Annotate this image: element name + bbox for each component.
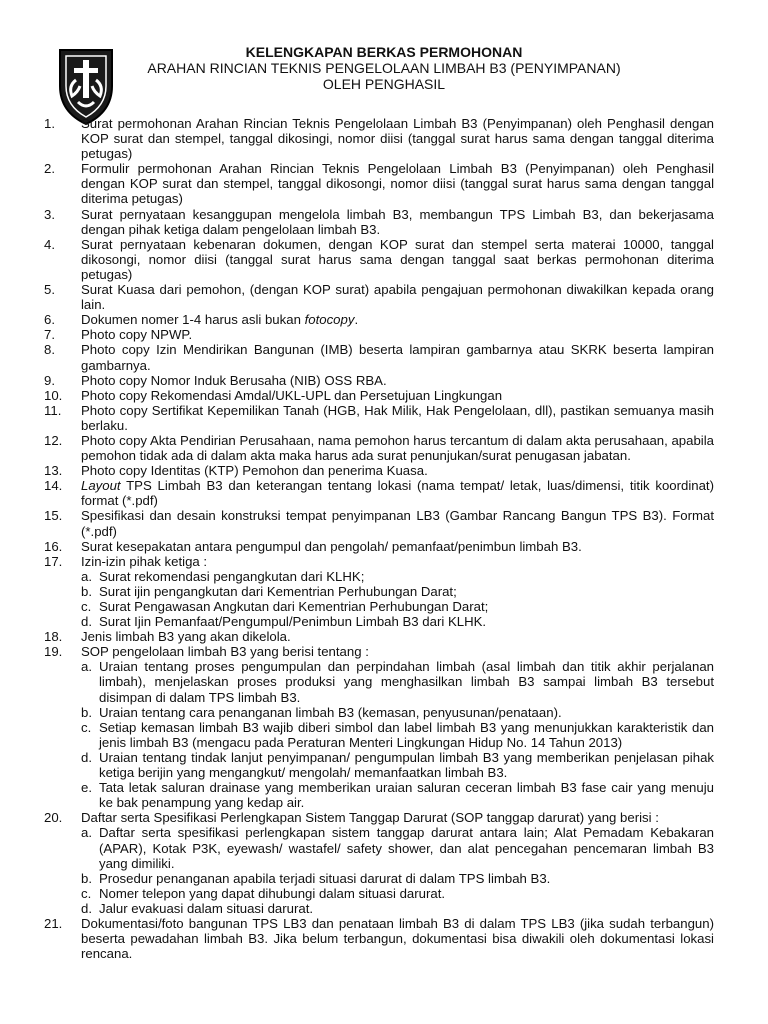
- list-item-body: Surat kesepakatan antara pengumpul dan pengolah/ pemanfaat/penimbun limbah B3.: [81, 538, 582, 554]
- list-item-text: [81, 342, 714, 372]
- list-item-text: [81, 554, 714, 569]
- sub-list-text: Surat Ijin Pemanfaat/Pengumpul/Penimbun Limbah B3 dari KLHK.: [99, 614, 487, 630]
- list-item: [44, 644, 714, 659]
- list-item-text: [81, 207, 714, 237]
- sub-list-text: Setiap kemasan limbah B3 wajib diberi simbol dan label limbah B3 yang menunjukkan karakteristik dan jenis limbah B3 (mengacu pada Peraturan Menteri Lingkungan Hidup No. 14 Tahun 2013): [99, 719, 714, 750]
- list-item-number: 20.: [44, 810, 63, 826]
- list-item-text: [81, 327, 714, 342]
- italic-term: fotocopy: [304, 312, 355, 328]
- list-item: [44, 207, 714, 237]
- list-item: [44, 810, 714, 825]
- list-item-number: 18.: [44, 629, 63, 645]
- list-item: [44, 312, 714, 327]
- sub-list-letter: b.: [81, 870, 92, 886]
- list-item: [44, 116, 714, 161]
- list-item-text: [81, 388, 714, 403]
- list-item-body: Dokumentasi/foto bangunan TPS LB3 dan penataan limbah B3 di dalam TPS LB3 (jika sudah terbangun) beserta pewadahan limbah B3. Jika belum terbangun, dokumentasi bisa diwakili oleh dokumentasi lokasi rencana.: [81, 915, 714, 962]
- list-item-number: 17.: [44, 553, 63, 569]
- list-item-body: Surat permohonan Arahan Rincian Teknis Pengelolaan Limbah B3 (Penyimpanan) oleh Penghasil dengan KOP surat dan stempel, tanggal dikosingi, nomor diisi (tanggal surat harus sama dengan tanggal diterima petugas): [81, 116, 714, 162]
- list-item-text: [81, 539, 714, 554]
- sub-list-text: Tata letak saluran drainase yang memberikan uraian saluran ceceran limbah B3 fase cair yang menuju ke bak penampung yang kedap air.: [99, 780, 714, 811]
- list-item-text: [81, 237, 714, 282]
- list-item-text: [81, 433, 714, 463]
- sub-list-item: [81, 720, 714, 750]
- sub-list-letter: d.: [81, 749, 92, 765]
- sub-list-letter: c.: [81, 885, 92, 901]
- list-item-text: [81, 644, 714, 659]
- sub-list-letter: a.: [81, 825, 92, 841]
- italic-term: Layout: [81, 478, 121, 494]
- list-item: [44, 554, 714, 569]
- list-item-text: [81, 463, 714, 478]
- sub-list-item: [81, 569, 714, 584]
- sub-list-text: Jalur evakuasi dalam situasi darurat.: [99, 900, 314, 916]
- sub-list-letter: a.: [81, 659, 92, 675]
- list-item-body: Dokumen nomer 1-4 harus asli bukan: [81, 312, 305, 328]
- list-item: [44, 403, 714, 433]
- list-item-number: 16.: [44, 538, 63, 554]
- sub-list-item: [81, 871, 714, 886]
- list-item: [44, 508, 714, 538]
- list-item-number: 2.: [44, 161, 55, 177]
- list-item: [44, 237, 714, 282]
- sub-list-text: Uraian tentang proses pengumpulan dan perpindahan limbah (asal limbah dan titik akhir perjalanan limbah), menjelaskan proses produksi yang menghasilkan limbah B3 sampai limbah B3 tersebut disimpan di dalam TPS limbah B3.: [99, 659, 714, 705]
- list-item: [44, 327, 714, 342]
- list-item-number: 21.: [44, 915, 63, 931]
- sub-list-letter: d.: [81, 900, 92, 916]
- list-item-number: 4.: [44, 236, 55, 252]
- list-item-text: [81, 629, 714, 644]
- sub-list-letter: b.: [81, 583, 92, 599]
- list-item: [44, 342, 714, 372]
- list-item-body: Photo copy Izin Mendirikan Bangunan (IMB) beserta lampiran gambarnya atau SKRK beserta lampiran gambarnya.: [81, 342, 714, 373]
- list-item-suffix: .: [354, 312, 359, 328]
- list-item-body: TPS Limbah B3 dan keterangan tentang lokasi (nama tempat/ letak, luas/dimensi, titik koordinat) format (*.pdf): [81, 478, 714, 509]
- list-item-number: 19.: [44, 644, 63, 660]
- sub-list-item: [81, 614, 714, 629]
- surabaya-emblem-icon: [46, 46, 126, 126]
- list-item-text: [81, 478, 714, 508]
- list-item-number: 3.: [44, 206, 55, 222]
- list-item: [44, 388, 714, 403]
- sub-list-letter: c.: [81, 719, 92, 735]
- list-item-body: Formulir permohonan Arahan Rincian Teknis Pengelolaan Limbah B3 (Penyimpanan) oleh Penghasil dengan KOP surat dan stempel, tanggal dikosongi, nomor diisi (tanggal surat harus sama dengan tanggal diterima petugas): [81, 161, 714, 207]
- sub-list-item: [81, 659, 714, 704]
- document-header: [120, 44, 648, 92]
- list-item-body: Surat pernyataan kebenaran dokumen, dengan KOP surat dan stempel serta materai 10000, tanggal dikosongi, nomor diisi (tanggal surat harus sama dengan tanggal saat berkas permohonan diterima petugas): [81, 236, 714, 282]
- list-item-body: Photo copy Nomor Induk Berusaha (NIB) OSS RBA.: [81, 372, 387, 388]
- list-item-body: Spesifikasi dan desain konstruksi tempat penyimpanan LB3 (Gambar Rancang Bangun TPS B3). Format (*.pdf): [81, 508, 714, 539]
- sub-list-letter: b.: [81, 704, 92, 720]
- document-subtitle-2: OLEH PENGHASIL: [322, 76, 446, 92]
- list-item-body: Surat Kuasa dari pemohon, (dengan KOP surat) apabila pengajuan permohonan diwakilkan kepada orang lain.: [81, 282, 714, 313]
- list-item-body: Photo copy Sertifikat Kepemilikan Tanah (HGB, Hak Milik, Hak Pengelolaan, dll), pastikan semuanya masih berlaku.: [81, 402, 714, 433]
- sub-list-text: Surat rekomendasi pengangkutan dari KLHK;: [99, 568, 365, 584]
- sub-list-text: Prosedur penanganan apabila terjadi situasi darurat di dalam TPS limbah B3.: [99, 870, 551, 886]
- list-item-body: Photo copy Identitas (KTP) Pemohon dan penerima Kuasa.: [81, 463, 428, 479]
- list-item: [44, 916, 714, 961]
- list-item-body: Photo copy Rekomendasi Amdal/UKL-UPL dan Persetujuan Lingkungan: [81, 387, 503, 403]
- list-item-number: 13.: [44, 463, 63, 479]
- list-item: [44, 282, 714, 312]
- list-item: [44, 539, 714, 554]
- sub-list-letter: c.: [81, 599, 92, 614]
- list-item: [44, 463, 714, 478]
- list-item-text: [81, 282, 714, 312]
- sub-list-letter: a.: [81, 568, 92, 584]
- sub-list-item: [81, 901, 714, 916]
- list-item-body: Izin-izin pihak ketiga :: [81, 553, 208, 569]
- list-item-body: Photo copy NPWP.: [81, 327, 193, 343]
- list-item-body: Surat pernyataan kesanggupan mengelola limbah B3, membangun TPS Limbah B3, dan bekerjasama dengan pihak ketiga dalam pengelolaan limbah B3.: [81, 206, 714, 237]
- sub-list-item: [81, 584, 714, 599]
- sub-list-text: Daftar serta spesifikasi perlengkapan sistem tanggap darurat antara lain; Alat Pemadam Kebakaran (APAR), Kotak P3K, eyewash/ wastafel/ safety shower, dan alat pencegahan pencemaran limbah B3 yang dimiliki.: [99, 825, 714, 871]
- list-item-text: [81, 116, 714, 161]
- list-item-body: SOP pengelolaan limbah B3 yang berisi tentang :: [81, 644, 369, 660]
- sub-list-text: Uraian tentang tindak lanjut penyimpanan/ pengumpulan limbah B3 yang memberikan penjelasan pihak ketiga berijin yang mengangkut/ mengolah/ memanfaatkan limbah B3.: [99, 749, 714, 781]
- list-item-text: [81, 810, 714, 825]
- document-title: KELENGKAPAN BERKAS PERMOHONAN: [245, 44, 523, 60]
- list-item-number: 15.: [44, 508, 63, 524]
- list-item-body: Jenis limbah B3 yang akan dikelola.: [81, 629, 291, 645]
- list-item-text: [81, 312, 714, 327]
- sub-list-item: [81, 825, 714, 870]
- sub-list-text: Surat Pengawasan Angkutan dari Kementrian Perhubungan Darat;: [99, 599, 489, 614]
- list-item: [44, 478, 714, 508]
- sub-list-item: [81, 705, 714, 720]
- sub-list-item: [81, 599, 714, 614]
- sub-list-letter: d.: [81, 614, 92, 630]
- list-item-text: [81, 373, 714, 388]
- list-item-number: 12.: [44, 432, 63, 448]
- list-item: [44, 629, 714, 644]
- sub-list-item: [81, 886, 714, 901]
- list-item-body: Daftar serta Spesifikasi Perlengkapan Sistem Tanggap Darurat (SOP tanggap darurat) yang berisi :: [81, 810, 659, 826]
- list-item-text: [81, 916, 714, 961]
- sub-list-item: [81, 780, 714, 810]
- document-subtitle: ARAHAN RINCIAN TEKNIS PENGELOLAAN LIMBAH B3 (PENYIMPANAN): [147, 60, 621, 76]
- sub-list-text: Nomer telepon yang dapat dihubungi dalam situasi darurat.: [99, 885, 446, 901]
- list-item-number: 14.: [44, 478, 63, 494]
- list-item-text: [81, 161, 714, 206]
- list-item-number: 8.: [44, 342, 55, 358]
- list-item-number: 11.: [44, 402, 62, 418]
- list-item: [44, 373, 714, 388]
- list-item-number: 1.: [44, 116, 55, 131]
- list-item-number: 7.: [44, 327, 55, 343]
- list-item-body: Photo copy Akta Pendirian Perusahaan, nama pemohon harus tercantum di dalam akta perusahaan, apabila pemohon tidak ada di dalam akta maka harus ada surat penunjukan/surat penugasan jabatan.: [81, 432, 714, 464]
- sub-list-text: Surat ijin pengangkutan dari Kementrian Perhubungan Darat;: [99, 583, 457, 599]
- sub-list-text: Uraian tentang cara penanganan limbah B3 (kemasan, penyusunan/penataan).: [99, 704, 562, 720]
- sub-list-letter: e.: [81, 780, 92, 796]
- list-item-number: 6.: [44, 312, 55, 328]
- list-item-number: 10.: [44, 387, 63, 403]
- sub-list-item: [81, 750, 714, 780]
- list-item-text: [81, 508, 714, 538]
- list-item: [44, 161, 714, 206]
- list-item-number: 9.: [44, 372, 55, 388]
- list-item-text: [81, 403, 714, 433]
- list-item-number: 5.: [44, 282, 55, 298]
- requirements-list: [44, 116, 714, 961]
- list-item: [44, 433, 714, 463]
